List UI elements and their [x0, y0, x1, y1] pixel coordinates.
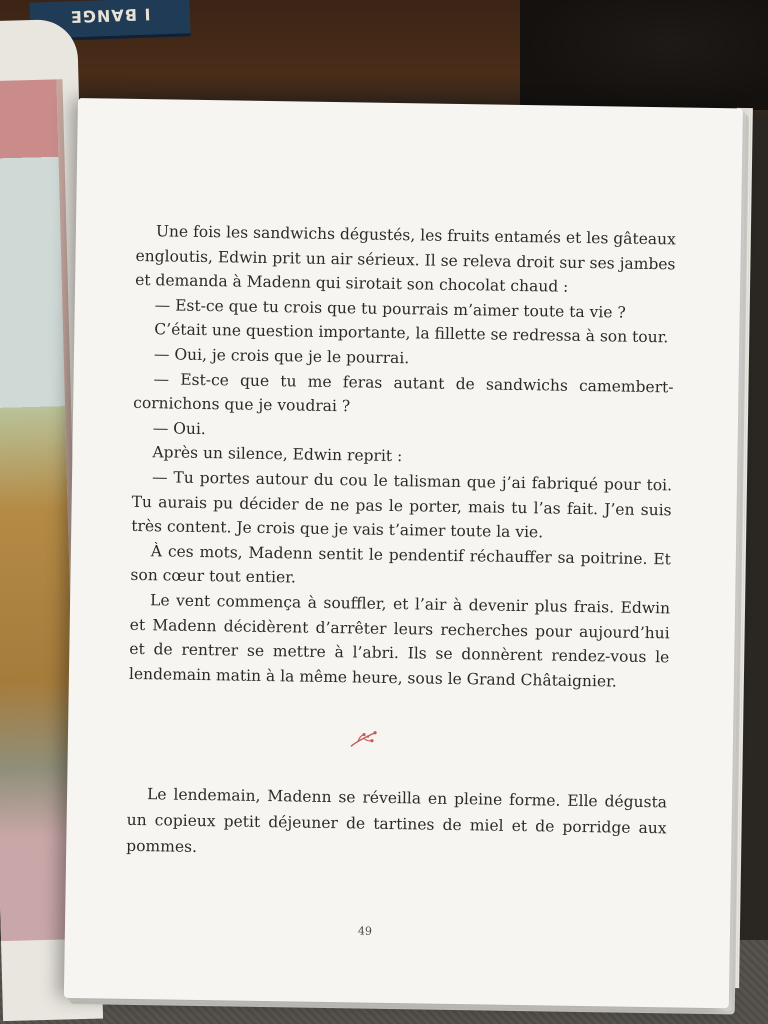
- paragraph: — Est-ce que tu me feras autant de sandwichs camembert-cornichons que je voudrai ?: [133, 369, 674, 416]
- right-page: [64, 98, 743, 1008]
- background-book-title: I BANGE: [69, 4, 151, 27]
- page-number: 49: [357, 924, 373, 938]
- branch-ornament-icon: [348, 728, 378, 748]
- paragraph: À ces mots, Madenn sentit le pendentif réchauffer sa poitrine. Et son cœur tout entier.: [130, 541, 671, 587]
- story-text-continued: [126, 781, 667, 867]
- paragraph: — Est-ce que tu crois que tu pourrais m’aimer toute ta vie ?: [154, 296, 626, 322]
- paragraph: C’était une question importante, la fillette se redressa à son tour.: [154, 320, 669, 347]
- paragraph: — Oui, je crois que je le pourrai.: [153, 345, 410, 368]
- paragraph: — Oui.: [152, 418, 206, 438]
- background-chair: [520, 0, 768, 110]
- story-text: [129, 219, 676, 695]
- paragraph: — Tu portes autour du cou le talisman que j’ai fabriqué pour toi. Tu aurais pu décider de ne pas le porter, mais tu l’as fait. J’en suis très content. Je crois que je vais t’aimer toute la vie.: [131, 468, 673, 542]
- paragraph: Le lendemain, Madenn se réveilla en pleine forme. Elle dégusta un copieux petit déjeuner de tartines de miel et de porridge aux pommes.: [126, 785, 668, 856]
- paragraph: Une fois les sandwichs dégustés, les fruits entamés et les gâteaux engloutis, Edwin prit un air sérieux. Il se releva droit sur ses jambes et demanda à Madenn qui sirotait son chocolat chaud :: [135, 222, 676, 296]
- paragraph: Le vent commença à souffler, et l’air à devenir plus frais. Edwin et Madenn décidèrent d’arrêter leurs recherches pour aujourd’hui et de rentrer se mettre à l’abri. Ils se donnèrent rendez-vous le lendemain matin à la même heure, sous le Grand Châtaignier.: [128, 591, 671, 691]
- paragraph: Après un silence, Edwin reprit :: [152, 443, 403, 466]
